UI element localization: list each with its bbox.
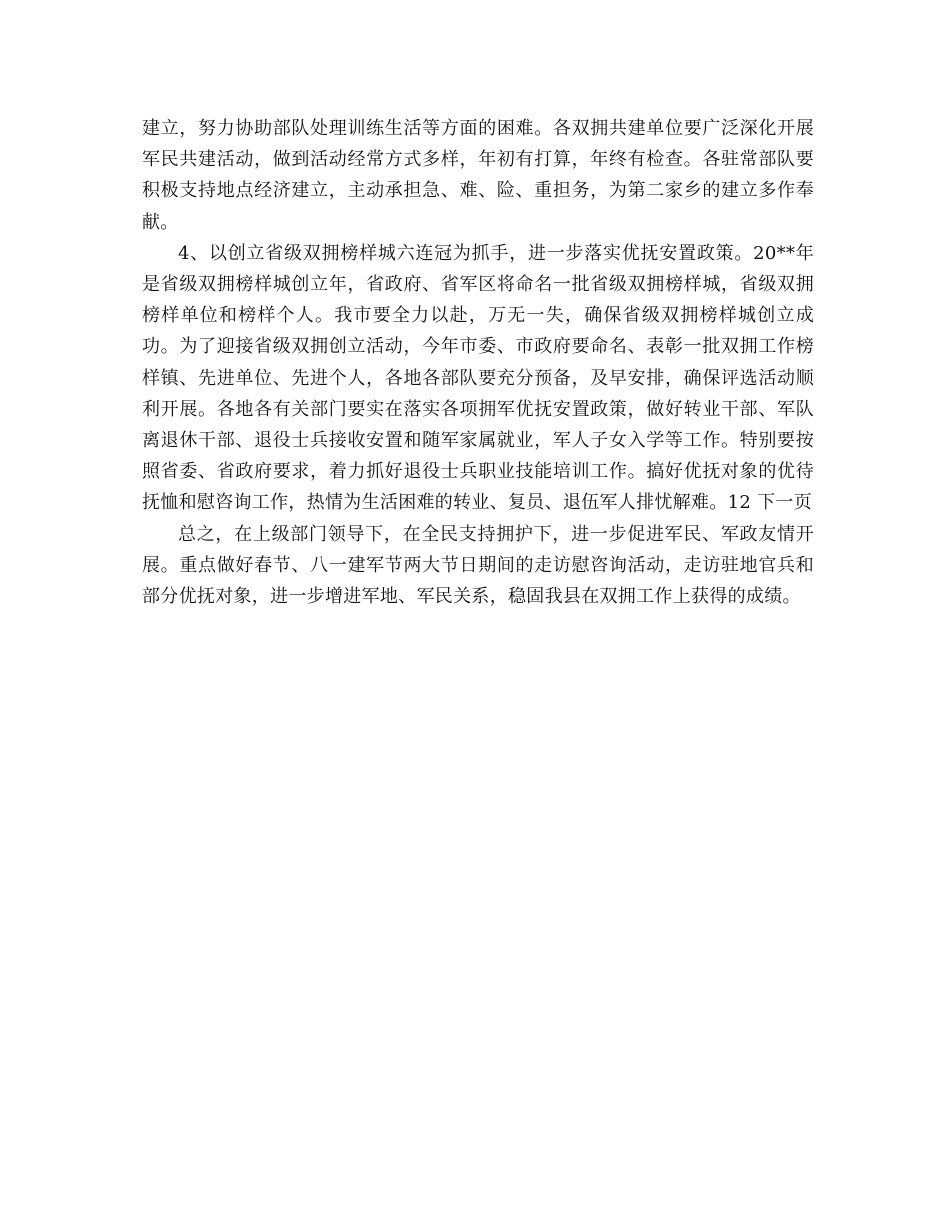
paragraph-2: 4、以创立省级双拥榜样城六连冠为抓手，进一步落实优抚安置政策。20**年是省级双拥榜样城创立年，省政府、省军区将命名一批省级双拥榜样城，省级双拥榜样单位和榜样个人。我市要全力以赴，万无一失，确保省级双拥榜样城创立成功。为了迎接省级双拥创立活动，今年市委、市政府要命名、表彰一批双拥工作榜样镇、先进单位、先进个人，各地各部队要充分预备，及早安排，确保评选活动顺利开展。各地各有关部门要实在落实各项拥军优抚安置政策，做好转业干部、军队离退休干部、退役士兵接收安置和随军家属就业，军人子女入学等工作。特别要按照省委、省政府要求，着力抓好退役士兵职业技能培训工作。搞好优抚对象的优待抚恤和慰咨询工作，热情为生活困难的转业、复员、退伍军人排忧解难。12 下一页	[142, 242, 814, 514]
paragraph-1: 建立，努力协助部队处理训练生活等方面的困难。各双拥共建单位要广泛深化开展军民共建活动，做到活动经常方式多样，年初有打算，年终有检查。各驻常部队要积极支持地点经济建立，主动承担急、难、险、重担务，为第二家乡的建立多作奉献。	[142, 118, 814, 233]
document-body	[142, 113, 814, 612]
paragraph-3: 总之，在上级部门领导下，在全民支持拥护下，进一步促进军民、军政友情开展。重点做好春节、八一建军节两大节日期间的走访慰咨询活动，走访驻地官兵和部分优抚对象，进一步增进军地、军民关系，稳固我县在双拥工作上获得的成绩。	[142, 523, 814, 608]
